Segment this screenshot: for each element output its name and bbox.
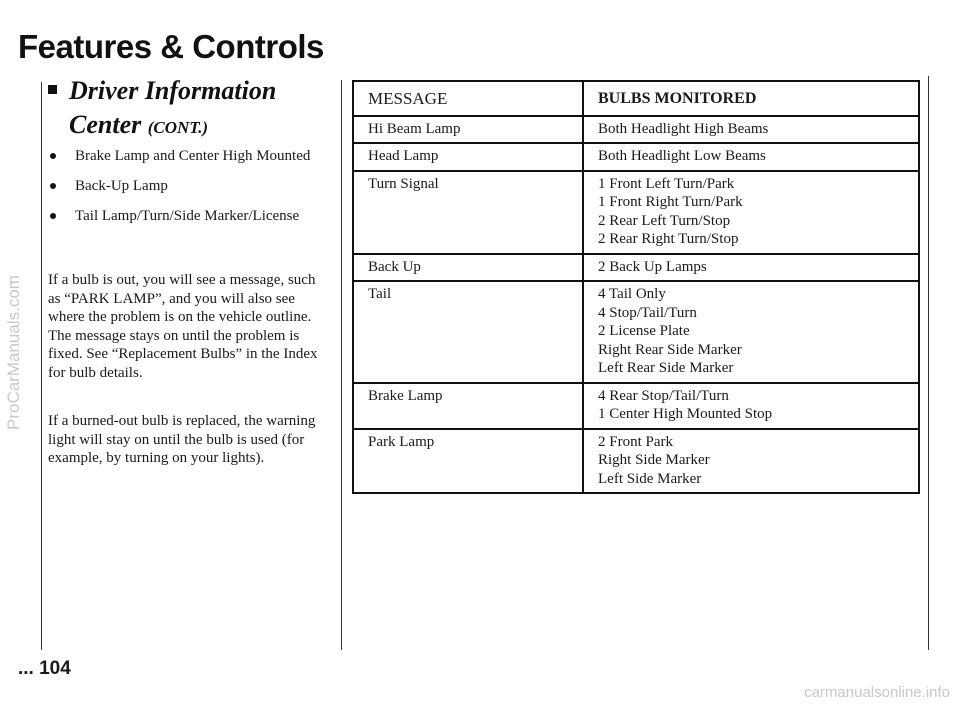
side-watermark: ProCarManuals.com — [4, 275, 23, 430]
bulb-item: 1 Front Right Turn/Park — [598, 194, 743, 210]
bulb-item: 2 License Plate — [598, 323, 690, 339]
bulb-item: 1 Front Left Turn/Park — [598, 175, 735, 192]
table-row — [353, 116, 919, 144]
bulbs-cell — [583, 429, 919, 494]
bulb-item: Left Rear Side Marker — [598, 360, 734, 376]
list-item-text: Brake Lamp and Center High Mounted — [75, 148, 311, 164]
bulbs-cell — [583, 171, 919, 254]
bullet-dot-icon — [50, 153, 56, 159]
footer-watermark: carmanualsonline.info — [804, 684, 950, 701]
continued-label: (CONT.) — [147, 118, 209, 137]
list-item-text: Tail Lamp/Turn/Side Marker/License — [75, 208, 300, 224]
middle-column-rule — [341, 80, 342, 650]
table-row — [353, 281, 919, 383]
bulb-item: 4 Rear Stop/Tail/Turn — [598, 387, 729, 404]
bulb-item: Both Headlight Low Beams — [598, 148, 766, 164]
bulb-item: 2 Front Park — [598, 433, 673, 450]
bulb-bullet-list — [48, 147, 318, 237]
table-row — [353, 383, 919, 429]
message-cell: Tail — [353, 281, 583, 383]
section-title-line2: Center — [69, 110, 142, 139]
bulbs-cell — [583, 254, 919, 282]
bulbs-cell — [583, 383, 919, 429]
message-cell: Park Lamp — [353, 429, 583, 494]
message-cell: Brake Lamp — [353, 383, 583, 429]
list-item-text: Back-Up Lamp — [75, 178, 168, 194]
bulb-item: Right Rear Side Marker — [598, 341, 742, 358]
bulb-monitor-table — [352, 80, 920, 494]
right-column-rule — [928, 76, 929, 650]
page-number: ... 104 — [18, 658, 71, 679]
list-item — [48, 207, 318, 225]
table-row — [353, 254, 919, 282]
list-item — [48, 177, 318, 195]
bulb-item: 4 Stop/Tail/Turn — [598, 304, 697, 321]
table-row — [353, 429, 919, 494]
bulb-item: Left Side Marker — [598, 470, 702, 487]
square-bullet-icon — [48, 85, 57, 94]
table-row — [353, 143, 919, 171]
bullet-dot-icon — [50, 213, 56, 219]
message-cell: Head Lamp — [353, 143, 583, 171]
message-cell: Turn Signal — [353, 171, 583, 254]
bulbs-cell — [583, 116, 919, 144]
bulb-item: 4 Tail Only — [598, 286, 666, 302]
bulb-item: Both Headlight High Beams — [598, 120, 769, 137]
table-header-row — [353, 81, 919, 116]
table-row — [353, 171, 919, 254]
bulb-item: 2 Rear Right Turn/Stop — [598, 231, 739, 247]
bullet-dot-icon — [50, 183, 56, 189]
bulbs-cell — [583, 281, 919, 383]
body-paragraph: If a bulb is out, you will see a message, such as “PARK LAMP”, and you will also see where the problem is on the vehicle outline. The message stays on until the problem is fixed. See “Replacement Bulbs” in the Index for bulb details. — [48, 272, 318, 381]
bulbs-cell — [583, 143, 919, 171]
bulb-item: 2 Rear Left Turn/Stop — [598, 212, 731, 229]
section-heading — [48, 74, 276, 145]
list-item — [48, 147, 318, 165]
bulb-item: Right Side Marker — [598, 452, 710, 468]
column-header-message: MESSAGE — [353, 81, 583, 116]
section-title-line1: Driver Information — [69, 76, 277, 105]
body-paragraph: If a burned-out bulb is replaced, the warning light will stay on until the bulb is used (for example, by turning on your lights). — [48, 413, 316, 466]
bulb-item: 1 Center High Mounted Stop — [598, 406, 773, 422]
message-cell: Hi Beam Lamp — [353, 116, 583, 144]
message-cell: Back Up — [353, 254, 583, 282]
page-title: Features & Controls — [18, 28, 324, 65]
column-header-bulbs: BULBS MONITORED — [583, 81, 919, 116]
left-column-rule — [41, 82, 42, 650]
bulb-item: 2 Back Up Lamps — [598, 258, 707, 275]
